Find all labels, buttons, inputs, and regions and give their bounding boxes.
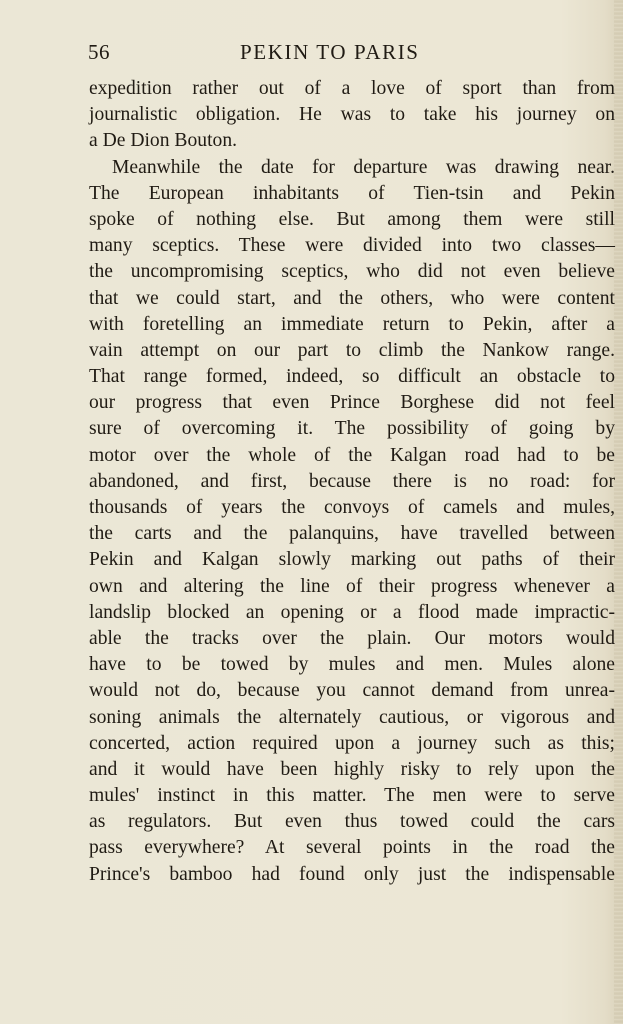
page-number: 56 bbox=[88, 40, 110, 64]
text-line: the uncompromising sceptics, who did not even believe bbox=[89, 261, 615, 283]
text-line: have to be towed by mules and men. Mules alone bbox=[89, 654, 615, 676]
text-line: thousands of years the convoys of camels and mules, bbox=[89, 497, 615, 518]
text-line: motor over the whole of the Kalgan road had to be bbox=[89, 444, 615, 466]
text-line: spoke of nothing else. But among them were still bbox=[89, 208, 615, 230]
text-line: and it would have been highly risky to rely upon the bbox=[89, 758, 615, 780]
text-line: abandoned, and first, because there is no road: for bbox=[89, 470, 615, 492]
text-line: soning animals the alternately cautious, or vigorous and bbox=[89, 706, 615, 728]
page-header bbox=[88, 40, 616, 66]
text-line: That range formed, indeed, so difficult an obstacle to bbox=[89, 366, 615, 388]
text-line: our progress that even Prince Borghese did not feel bbox=[89, 392, 615, 414]
text-line: The European inhabitants of Tien-tsin and Pekin bbox=[89, 182, 615, 204]
text-line: pass everywhere? At several points in the road the bbox=[89, 837, 615, 859]
text-line: journalistic obligation. He was to take his journey on bbox=[89, 104, 615, 126]
text-line: concerted, action required upon a journey such as this; bbox=[89, 732, 615, 754]
text-line: sure of overcoming it. The possibility of going by bbox=[89, 418, 615, 440]
page-edge bbox=[614, 0, 623, 1024]
text-line: the carts and the palanquins, have travelled between bbox=[89, 523, 615, 545]
text-line: own and altering the line of their progress whenever a bbox=[89, 575, 615, 597]
text-line: would not do, because you cannot demand from unrea- bbox=[89, 680, 615, 702]
text-line: Pekin and Kalgan slowly marking out paths of their bbox=[89, 549, 615, 571]
text-line: as regulators. But even thus towed could the cars bbox=[89, 811, 615, 833]
text-line: expedition rather out of a love of sport than from bbox=[89, 78, 615, 99]
text-line: able the tracks over the plain. Our motors would bbox=[89, 627, 615, 649]
running-head: PEKIN TO PARIS bbox=[240, 40, 420, 64]
text-line: many sceptics. These were divided into two classes— bbox=[89, 235, 615, 257]
text-line: Prince's bamboo had found only just the indispensable bbox=[89, 863, 615, 885]
text-line: that we could start, and the others, who were content bbox=[89, 287, 615, 309]
text-line: vain attempt on our part to climb the Nankow range. bbox=[89, 339, 615, 361]
text-line: with foretelling an immediate return to Pekin, after a bbox=[89, 313, 615, 335]
text-line: landslip blocked an opening or a flood made impractic- bbox=[89, 601, 615, 623]
text-line: a De Dion Bouton. bbox=[89, 130, 238, 152]
body-text bbox=[89, 76, 615, 888]
text-line: Meanwhile the date for departure was drawing near. bbox=[112, 156, 615, 178]
text-line: mules' instinct in this matter. The men were to serve bbox=[89, 785, 615, 807]
